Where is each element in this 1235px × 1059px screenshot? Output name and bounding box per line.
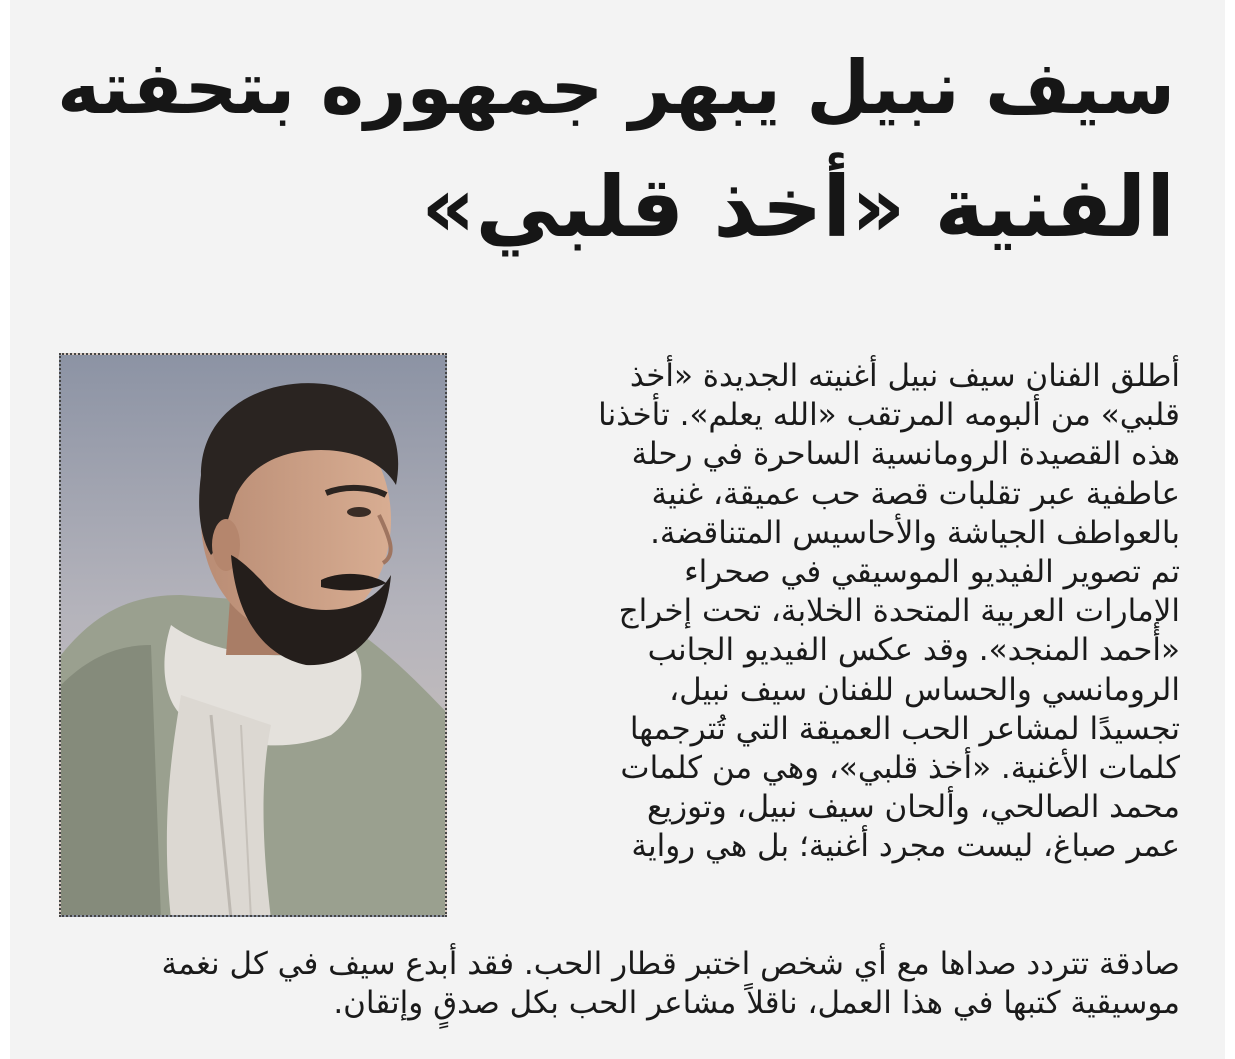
body-line-13: عمر صباغ، ليست مجرد أغنية؛ بل هي رواية	[631, 828, 1180, 865]
body-line-2: قلبي» من ألبومه المرتقب «الله يعلم». تأخذنا	[598, 397, 1180, 434]
article-photo	[59, 353, 447, 917]
portrait-illustration	[61, 355, 447, 917]
body-line-6: تم تصوير الفيديو الموسيقي في صحراء	[684, 553, 1180, 590]
body-line-11: كلمات الأغنية. «أخذ قلبي»، وهي من كلمات	[620, 749, 1180, 786]
body-line-8: «أحمد المنجد». وقد عكس الفيديو الجانب	[647, 632, 1180, 669]
body-line-5: بالعواطف الجياشة والأحاسيس المتناقضة.	[650, 514, 1180, 551]
article-body-full-width	[60, 945, 1180, 1023]
article-body-column	[495, 357, 1180, 866]
body-line-9: الرومانسي والحساس للفنان سيف نبيل،	[669, 671, 1180, 708]
body-line-3: هذه القصيدة الرومانسية الساحرة في رحلة	[631, 436, 1180, 473]
full-line-1: صادقة تتردد صداها مع أي شخص اختبر قطار الحب. فقد أبدع سيف في كل نغمة	[161, 946, 1180, 982]
headline-line-2: الفنية «أخذ قلبي»	[421, 158, 1175, 256]
body-line-1: أطلق الفنان سيف نبيل أغنيته الجديدة «أخذ	[629, 358, 1180, 394]
body-line-12: محمد الصالحي، وألحان سيف نبيل، وتوزيع	[647, 789, 1180, 826]
body-line-7: الإمارات العربية المتحدة الخلابة، تحت إخراج	[618, 593, 1180, 630]
full-line-2: موسيقية كتبها في هذا العمل، ناقلاً مشاعر الحب بكل صدقٍ وإتقان.	[333, 985, 1180, 1022]
headline-line-1: سيف نبيل يبهر جمهوره بتحفته	[57, 46, 1175, 131]
body-line-4: عاطفية عبر تقلبات قصة حب عميقة، غنية	[651, 475, 1180, 512]
body-line-10: تجسيدًا لمشاعر الحب العميقة التي تُترجمها	[629, 710, 1180, 747]
article-headline	[55, 30, 1175, 266]
